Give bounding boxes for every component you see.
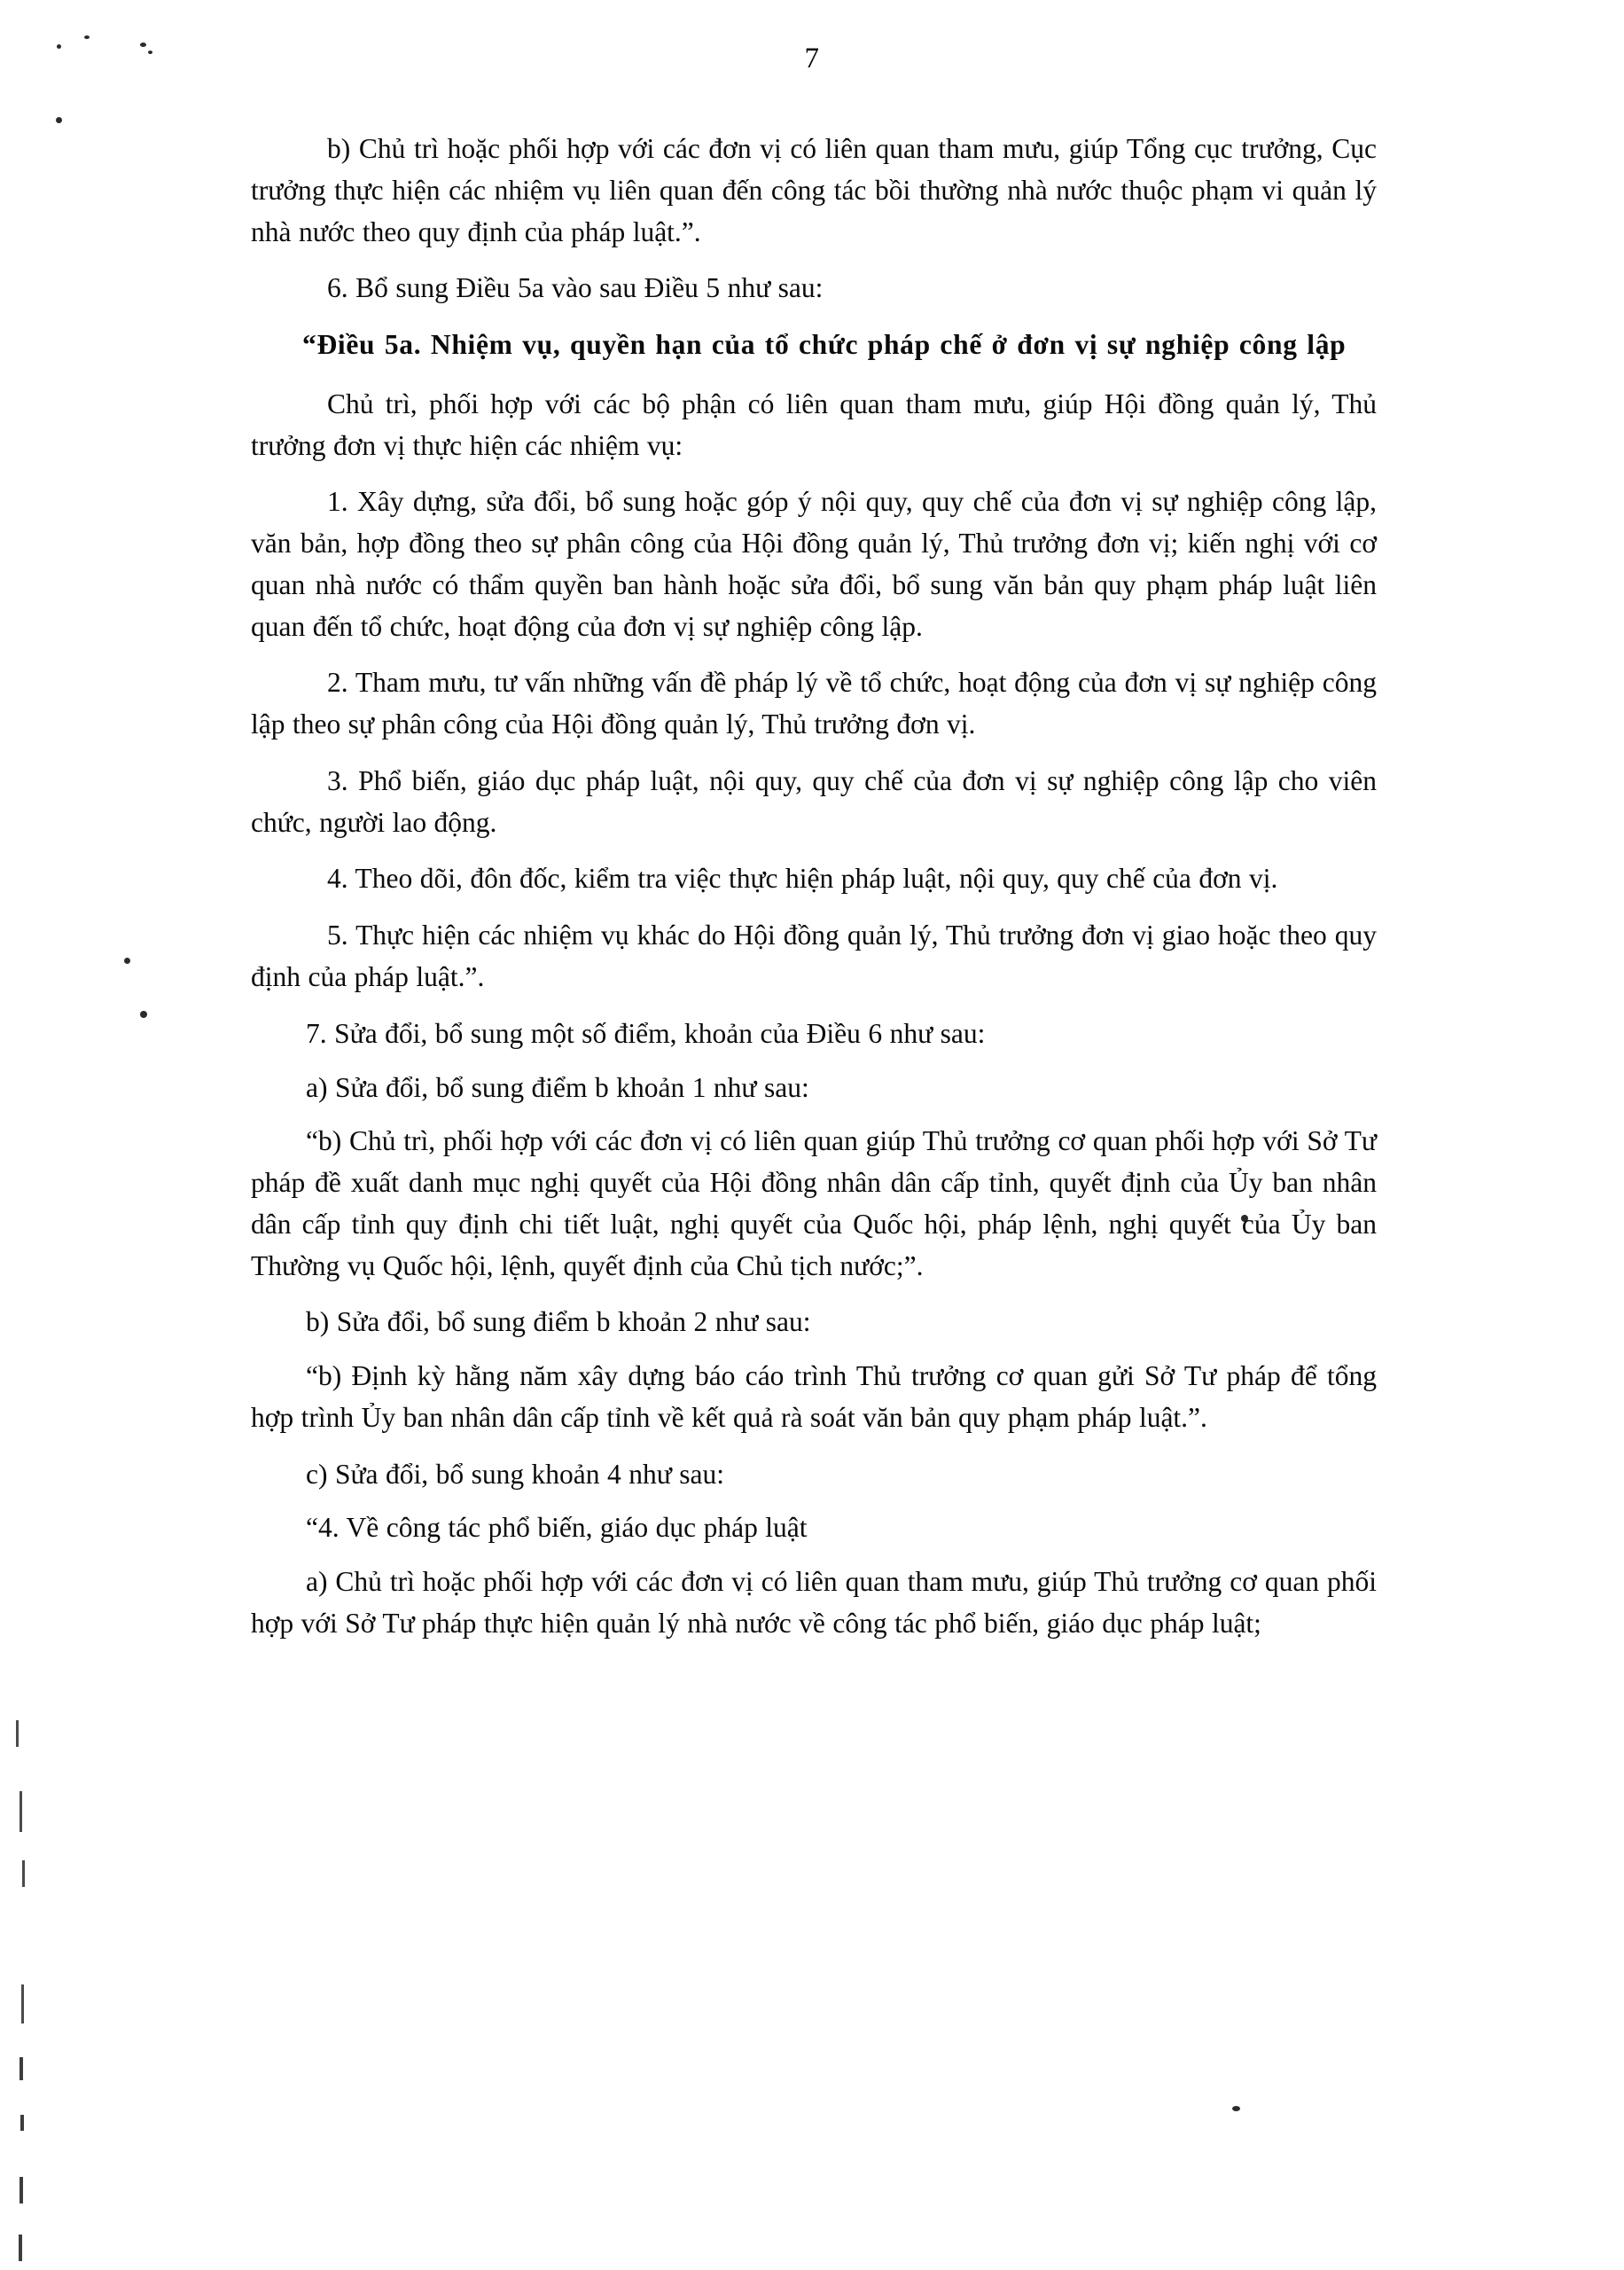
paragraph: 7. Sửa đổi, bổ sung một số điểm, khoản của Điều 6 như sau: (306, 1017, 986, 1049)
scan-speck (140, 43, 146, 47)
paragraph: b) Sửa đổi, bổ sung điểm b khoản 2 như sau: (306, 1306, 811, 1338)
scan-speck (148, 51, 152, 54)
paragraph: 1. Xây dựng, sửa đổi, bổ sung hoặc góp ý nội quy, quy chế của đơn vị sự nghiệp công lập, văn bản, hợp đồng theo sự phân công của Hội đồng quản lý, Thủ trưởng đơn vị; kiến nghị với cơ quan nhà nước có thẩm quyền ban hành hoặc sửa đổi, bổ sung văn bản quy phạm pháp luật liên quan đến tổ chức, hoạt động của đơn vị sự nghiệp công lập. (251, 486, 1377, 642)
paragraph: b) Chủ trì hoặc phối hợp với các đơn vị có liên quan tham mưu, giúp Tổng cục trưởng, Cục trưởng thực hiện các nhiệm vụ liên quan đến công tác bồi thường nhà nước thuộc phạm vi quản lý nhà nước theo quy định của pháp luật.”. (251, 133, 1377, 247)
scan-speck (84, 35, 90, 39)
scan-speck (124, 958, 130, 964)
edge-artifact (20, 1791, 22, 1832)
scan-speck (56, 117, 62, 123)
edge-artifact (20, 2177, 23, 2203)
paragraph: “b) Định kỳ hằng năm xây dựng báo cáo trình Thủ trưởng cơ quan gửi Sở Tư pháp để tổng hợp trình Ủy ban nhân dân cấp tỉnh về kết quả rà soát văn bản quy phạm pháp luật.”. (251, 1360, 1377, 1433)
paragraph: a) Chủ trì hoặc phối hợp với các đơn vị có liên quan tham mưu, giúp Thủ trưởng cơ quan phối hợp với Sở Tư pháp thực hiện quản lý nhà nước về công tác phổ biến, giáo dục pháp luật; (251, 1566, 1377, 1639)
edge-artifact (20, 2057, 23, 2080)
scan-speck (57, 44, 61, 49)
paragraph: Chủ trì, phối hợp với các bộ phận có liên quan tham mưu, giúp Hội đồng quản lý, Thủ trưởng đơn vị thực hiện các nhiệm vụ: (251, 387, 1377, 461)
paragraph: 4. Theo dõi, đôn đốc, kiểm tra việc thực hiện pháp luật, nội quy, quy chế của đơn vị. (327, 863, 1278, 895)
edge-artifact (16, 1720, 19, 1747)
edge-artifact (21, 1984, 24, 2023)
edge-artifact (22, 1860, 25, 1887)
paragraph: “4. Về công tác phổ biến, giáo dục pháp luật (306, 1512, 808, 1544)
paragraph: 6. Bổ sung Điều 5a vào sau Điều 5 như sau: (327, 272, 824, 304)
scan-speck (140, 1011, 147, 1018)
paragraph: 3. Phổ biến, giáo dục pháp luật, nội quy, quy chế của đơn vị sự nghiệp công lập cho viên chức, người lao động. (251, 764, 1377, 838)
paragraph: 2. Tham mưu, tư vấn những vấn đề pháp lý về tổ chức, hoạt động của đơn vị sự nghiệp công lập theo sự phân công của Hội đồng quản lý, Thủ trưởng đơn vị. (251, 667, 1377, 740)
document-body (251, 129, 1377, 1660)
edge-artifact (19, 2235, 22, 2261)
paragraph: c) Sửa đổi, bổ sung khoản 4 như sau: (306, 1458, 725, 1490)
paragraph: 5. Thực hiện các nhiệm vụ khác do Hội đồng quản lý, Thủ trưởng đơn vị giao hoặc theo quy định của pháp luật.”. (251, 920, 1377, 993)
scan-speck (1232, 2106, 1240, 2111)
paragraph: a) Sửa đổi, bổ sung điểm b khoản 1 như sau: (306, 1071, 809, 1103)
section-heading: “Điều 5a. Nhiệm vụ, quyền hạn của tổ chức pháp chế ở đơn vị sự nghiệp công lập (302, 329, 1347, 361)
paragraph: “b) Chủ trì, phối hợp với các đơn vị có liên quan giúp Thủ trưởng cơ quan phối hợp với Sở Tư pháp đề xuất danh mục nghị quyết của Hội đồng nhân dân cấp tỉnh, quyết định của Ủy ban nhân dân cấp tỉnh quy định chi tiết luật, nghị quyết của Quốc hội, pháp lệnh, nghị quyết của Ủy ban Thường vụ Quốc hội, lệnh, quyết định của Chủ tịch nước;”. (251, 1125, 1377, 1281)
page-number: 7 (804, 43, 820, 74)
edge-artifact (20, 2115, 24, 2131)
